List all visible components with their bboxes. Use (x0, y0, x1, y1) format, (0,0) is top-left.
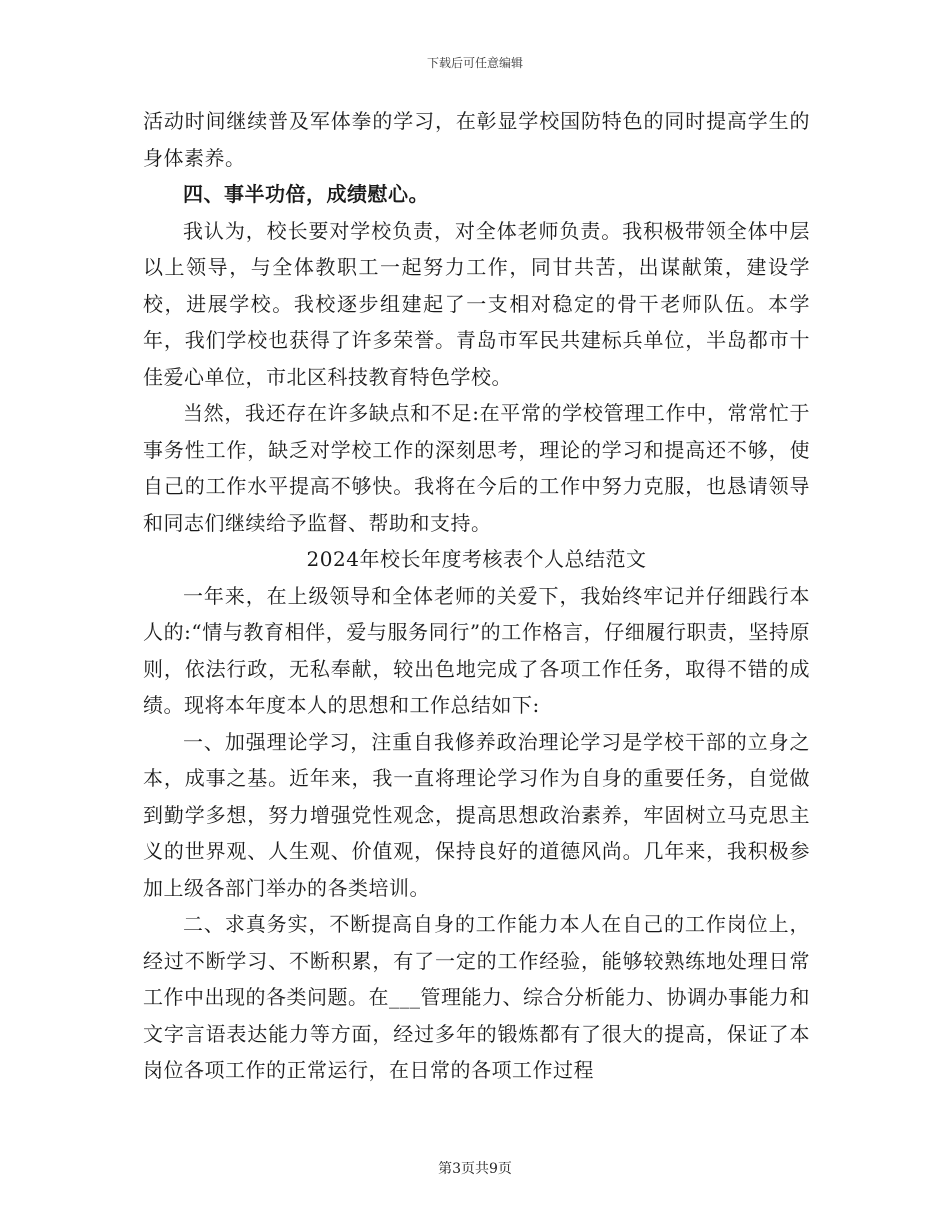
document-title: 2024年校长年度考核表个人总结范文 (306, 547, 647, 571)
document-body (143, 103, 810, 1089)
section-heading-four: 四、事半功倍，成绩慰心。 (183, 182, 429, 206)
paragraph-intro: 一年来，在上级领导和全体老师的关爱下，我始终牢记并仔细践行本人的:“情与教育相伴，爱与服务同行”的工作格言，仔细履行职责，坚持原则，依法行政，无私奉献，较出色地完成了各项工作任务，取得不错的成绩。现将本年度本人的思想和工作总结如下: (143, 583, 810, 717)
page-header: 下载后可任意编辑 (426, 56, 523, 70)
paragraph-responsibility: 我认为，校长要对学校负责，对全体老师负责。我积极带领全体中层以上领导，与全体教职工一起努力工作，同甘共苦，出谋献策，建设学校，进展学校。我校逐步组建起了一支相对稳定的骨干老师队伍。本学年，我们学校也获得了许多荣誉。青岛市军民共建标兵单位，半岛都市十佳爱心单位，市北区科技教育特色学校。 (143, 218, 810, 389)
page-footer: 第3页共9页 (438, 1161, 512, 1177)
paragraph-work-ability: 二、求真务实，不断提高自身的工作能力本人在自己的工作岗位上，经过不断学习、不断积累，有了一定的工作经验，能够较熟练地处理日常工作中出现的各类问题。在___管理能力、综合分析能力、协调办事能力和文字言语表达能力等方面，经过多年的锻炼都有了很大的提高，保证了本岗位各项工作的正常运行，在日常的各项工作过程 (143, 912, 810, 1082)
paragraph-continuation: 活动时间继续普及军体拳的学习，在彰显学校国防特色的同时提高学生的身体素养。 (143, 109, 810, 170)
paragraph-shortcomings: 当然，我还存在许多缺点和不足:在平常的学校管理工作中，常常忙于事务性工作，缺乏对学校工作的深刻思考，理论的学习和提高还不够，使自己的工作水平提高不够快。我将在今后的工作中努力克服，也恳请领导和同志们继续给予监督、帮助和支持。 (143, 401, 810, 535)
paragraph-theory-study: 一、加强理论学习，注重自我修养政治理论学习是学校干部的立身之本，成事之基。近年来，我一直将理论学习作为自身的重要任务，自觉做到勤学多想，努力增强党性观念，提高思想政治素养，牢固树立马克思主义的世界观、人生观、价值观，保持良好的道德风尚。几年来，我积极参加上级各部门举办的各类培训。 (143, 729, 810, 900)
